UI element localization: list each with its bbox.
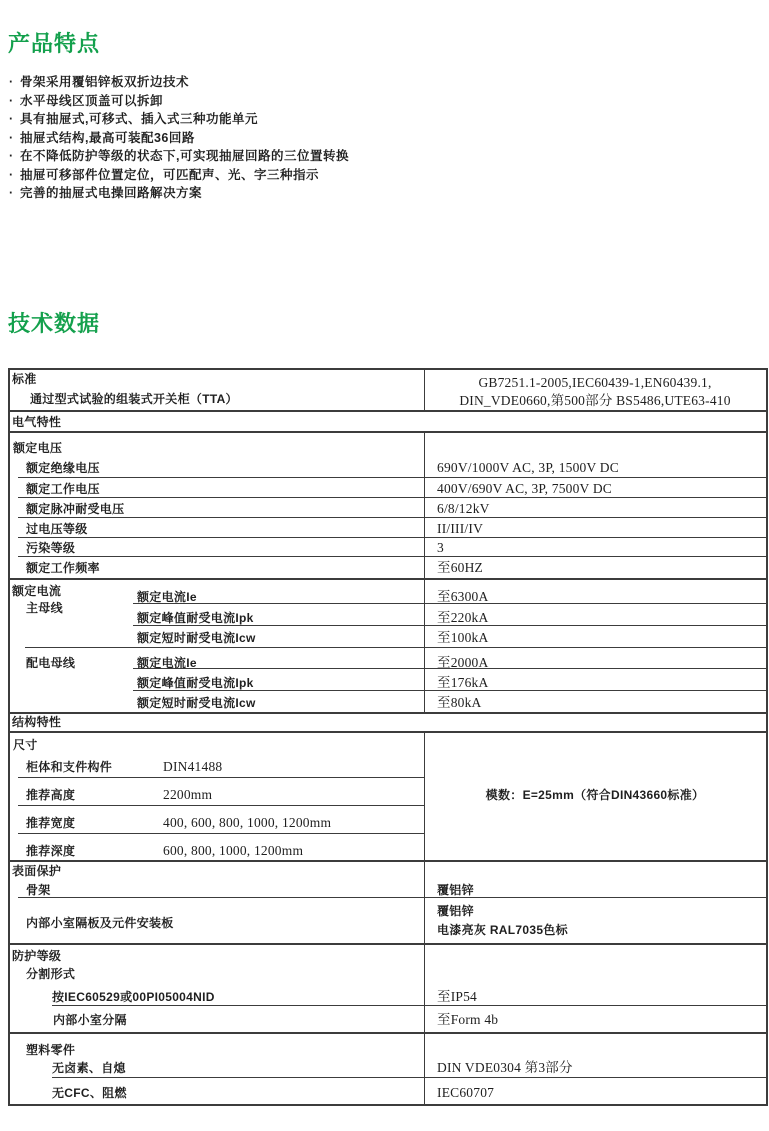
standard-label: 标准 [12, 372, 37, 386]
subrow-divider [18, 805, 424, 806]
module-note: 模数：E=25mm（符合DIN43660标准） [485, 788, 705, 802]
product-features-list [8, 73, 349, 203]
current-header: 额定电流 [12, 584, 62, 598]
spec-value: 600, 800, 1000, 1200mm [163, 843, 304, 858]
row-divider [10, 712, 766, 714]
spec-value: 400V/690V AC, 3P, 7500V DC [437, 481, 612, 496]
spec-label: 内部小室隔板及元件安装板 [26, 916, 174, 930]
row-divider [10, 731, 766, 733]
subrow-divider [18, 537, 766, 538]
subrow-divider [18, 897, 766, 898]
spec-label: 额定工作频率 [26, 561, 100, 575]
row-divider [10, 943, 766, 945]
dimensions-header: 尺寸 [13, 738, 38, 752]
subrow-divider [52, 1077, 766, 1078]
standard-value [424, 374, 766, 410]
subrow-divider [18, 497, 766, 498]
spec-label: 额定脉冲耐受电压 [26, 502, 125, 516]
subrow-divider [18, 556, 766, 557]
spec-value: 至220kA [437, 610, 489, 625]
feature-item: · 骨架采用覆铝锌板双折边技术 [8, 73, 349, 92]
row-divider [10, 1032, 766, 1034]
technical-data-table [8, 368, 768, 1106]
spec-value: 覆铝锌 [437, 883, 474, 897]
spec-value-line2: 电漆亮灰 RAL7035色标 [437, 923, 568, 937]
standard-sublabel: 通过型式试验的组装式开关柜（TTA） [30, 392, 238, 406]
spec-value: 至80kA [437, 695, 482, 710]
spec-label: 按IEC60529或00PI05004NID [52, 990, 215, 1004]
busbar-group-divider [25, 647, 766, 648]
spec-label: 推荐深度 [26, 844, 76, 858]
spec-label: 额定短时耐受电流Icw [137, 696, 256, 710]
row-divider [10, 431, 766, 433]
spec-label: 额定绝缘电压 [26, 461, 100, 475]
spec-value: 至2000A [437, 655, 489, 670]
spec-value: 至6300A [437, 589, 489, 604]
subrow-divider [18, 833, 424, 834]
spec-label: 额定电流Ie [137, 656, 197, 670]
spec-value: 3 [437, 540, 444, 555]
spec-value: 至Form 4b [437, 1012, 499, 1027]
row-divider [10, 578, 766, 580]
section-plastic: 塑料零件 [26, 1043, 76, 1057]
section-structural: 结构特性 [12, 715, 62, 729]
spec-value: 至176kA [437, 675, 489, 690]
section-surface: 表面保护 [12, 864, 62, 878]
spec-value: 至IP54 [437, 989, 478, 1004]
column-divider [424, 431, 425, 712]
spec-value: DIN VDE0304 第3部分 [437, 1060, 573, 1075]
spec-value: II/III/IV [437, 521, 484, 536]
spec-label: 过电压等级 [26, 522, 88, 536]
subrow-divider [18, 517, 766, 518]
feature-item: · 水平母线区顶盖可以拆卸 [8, 92, 349, 111]
spec-label: 骨架 [26, 883, 51, 897]
standard-value-line2: DIN_VDE0660,第500部分 BS5486,UTE63-410 [459, 393, 731, 408]
main-busbar-label: 主母线 [26, 601, 63, 615]
row-divider [10, 860, 766, 862]
technical-data-title: 技术数据 [8, 311, 101, 336]
spec-value: 690V/1000V AC, 3P, 1500V DC [437, 460, 619, 475]
feature-item: · 抽屉可移部件位置定位，可匹配声、光、字三种指示 [8, 166, 349, 185]
subrow-divider [18, 477, 766, 478]
spec-label: 额定峰值耐受电流Ipk [137, 611, 254, 625]
spec-label: 额定峰值耐受电流Ipk [137, 676, 254, 690]
spec-label: 内部小室分隔 [53, 1013, 127, 1027]
spec-value: 2200mm [163, 787, 213, 802]
spec-value: IEC60707 [437, 1085, 495, 1100]
spec-value: 至100kA [437, 630, 489, 645]
feature-item: · 抽屉式结构,最高可装配36回路 [8, 129, 349, 148]
spec-label: 污染等级 [26, 541, 76, 555]
spec-label: 无卤素、自熄 [52, 1061, 126, 1075]
subrow-divider [18, 777, 424, 778]
voltage-header: 额定电压 [13, 441, 63, 455]
section-protection: 防护等级 [12, 949, 62, 963]
spec-label: 额定工作电压 [26, 482, 100, 496]
spec-label: 额定短时耐受电流Icw [137, 631, 256, 645]
spec-label: 无CFC、阻燃 [52, 1086, 127, 1100]
spec-value: 400, 600, 800, 1000, 1200mm [163, 815, 332, 830]
spec-value-line1: 覆铝锌 [437, 904, 474, 918]
spec-label: 额定电流Ie [137, 590, 197, 604]
spec-label: 推荐高度 [26, 788, 76, 802]
spec-value: 至60HZ [437, 560, 483, 575]
feature-item: · 在不降低防护等级的状态下,可实现抽屉回路的三位置转换 [8, 147, 349, 166]
spec-value: DIN41488 [163, 759, 223, 774]
dist-busbar-label: 配电母线 [26, 656, 76, 670]
subrow-divider [52, 1005, 766, 1006]
spec-value: 6/8/12kV [437, 501, 490, 516]
spec-label: 柜体和支件构件 [26, 760, 113, 774]
column-divider [424, 731, 425, 1104]
feature-item: · 完善的抽屉式电操回路解决方案 [8, 184, 349, 203]
standard-value-line1: GB7251.1-2005,IEC60439-1,EN60439.1, [478, 375, 712, 390]
feature-item: · 具有抽屉式,可移式、插入式三种功能单元 [8, 110, 349, 129]
row-divider [10, 410, 766, 412]
section-electrical: 电气特性 [12, 415, 62, 429]
protection-subheader: 分割形式 [26, 967, 76, 981]
spec-label: 推荐宽度 [26, 816, 76, 830]
product-features-title: 产品特点 [8, 31, 101, 56]
